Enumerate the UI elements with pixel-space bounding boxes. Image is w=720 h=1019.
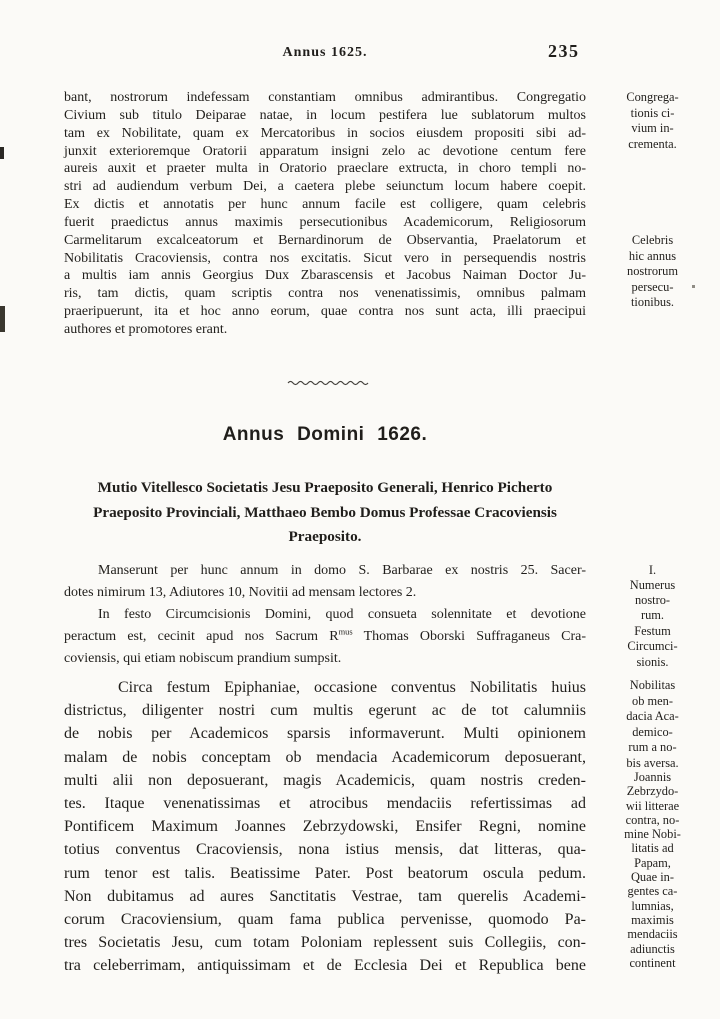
text-line: Nobilitatis Cracoviensis, contra nos excitatis. Sicut vero in persequendis nostris (64, 250, 586, 266)
text-line: a multis iam annis Georgius Dux Zbarascensis et Jacobus Naiman Doctor Ju- (64, 268, 586, 284)
text-line: aureis auxit et praeter multa in Oratorio praeclare extructa, in choro templi no- (64, 161, 586, 177)
text-line: Circumci- (627, 639, 678, 654)
text-line: vium in- (631, 121, 674, 136)
text-line: bis aversa. (626, 755, 679, 770)
text-line: tes. Itaque venenatissimas et atrocibus mendaciis refertissimas ad (64, 795, 586, 813)
text-line: stri ad audiendum verbum Dei, a caetera plebe seiunctum locum habere coepit. (64, 179, 586, 195)
text-line: Quae in- (630, 870, 674, 885)
text-line: Joannis (633, 770, 672, 784)
text-line: praeripuerunt, ita et hoc anno eorum, quae contra nos sunt acta, illi praecipui (64, 304, 586, 320)
text-line: multi alii non deposuerant, magis Academicis, quam nostris creden- (64, 771, 586, 789)
paragraph-1625-continuation (64, 89, 586, 339)
page-number: 235 (548, 41, 580, 61)
text-line: tionibus. (630, 295, 675, 310)
margin-note-zebrzydowski (589, 770, 716, 970)
text-line: contra, no- (625, 812, 680, 827)
text-line: peractum est, cecinit apud nos Sacrum $R^{mus}$ Thomas Oborski Suffraganeus Cra- (64, 627, 586, 644)
section-title-annus-1626: Annus Domini 1626. (222, 424, 428, 445)
text-line: Celebris (631, 233, 674, 247)
text-line: lumnias, (631, 898, 674, 913)
text-line: districtus, diligenter nostri cum multis egerunt ac de tot calumniis (64, 702, 586, 720)
text-line: Mutio Vitellesco Societatis Jesu Praeposito Generali, Henrico Picherto (97, 479, 553, 496)
text-line: Papam, (634, 855, 671, 870)
text-line: Pontificem Maximum Joannes Zebrzydowski, Ensifer Regni, nomine (64, 818, 586, 836)
squiggle-divider-icon (287, 379, 369, 387)
running-header: Annus 1625. (282, 45, 368, 60)
main-text-column (64, 0, 586, 1019)
text-line: tam ex Nobilitate, quam ex Mercatoribus in socios eiusdem propositi sibi ad- (64, 125, 586, 141)
text-line: Ex dictis et annotatis per hunc annum facile est colligere, quam celebris (64, 197, 586, 213)
text-line: Circa festum Epiphaniae, occasione conventus Nobilitatis huius (118, 679, 586, 696)
text-line: tionis ci- (630, 105, 675, 120)
text-line: Civium sub titulo Deiparae natae, in locum pestifera lue sublatorum multos (64, 107, 586, 123)
text-line: In festo Circumcisionis Domini, quod consueta solennitate et devotione (98, 607, 586, 622)
text-line: Non dubitamus ad aures Sanctitatis Vestrae, tam querelis Academi- (64, 887, 586, 905)
paragraph-numerus-nostrorum (64, 560, 586, 670)
text-line: persecu- (631, 279, 674, 294)
text-line: ris, tam dictis, quam scriptis contra nos venenatissimis, omnibus palmam (64, 286, 586, 302)
text-line: Carmelitarum excalceatorum et Bernardinorum de Observantia, Praelatorum et (64, 232, 586, 248)
scan-artifact (692, 285, 695, 288)
text-line: crementa. (628, 136, 677, 151)
text-line: I. (648, 563, 657, 577)
text-line: ob men- (632, 693, 673, 708)
text-line: hic annus (628, 248, 677, 263)
text-line: rum tenor est talis. Beatissime Pater. Post beatorum oscula pedum. (64, 864, 586, 882)
text-line: coviensis, qui etiam nobiscum prandium sumpsit. (64, 651, 342, 666)
text-line: wii litterae (625, 798, 680, 813)
scan-artifact (0, 306, 5, 332)
text-line: rum a no- (628, 740, 677, 755)
text-line: nostrorum (627, 264, 678, 279)
margin-note-festum (589, 624, 716, 670)
margin-note-nobilitas (589, 678, 716, 772)
text-line: dacia Aca- (626, 709, 679, 724)
text-line: mine Nobi- (624, 827, 681, 842)
text-line: authores et promotores erant. (64, 321, 228, 337)
text-line: rum. (640, 608, 665, 622)
text-line: adiunctis (630, 941, 675, 956)
text-line: Praeposito Provinciali, Matthaeo Bembo Domus Professae Cracoviensis (93, 503, 557, 521)
scan-artifact (0, 147, 4, 159)
text-line: dotes nimirum 13, Adiutores 10, Novitii ad mensam lectores 2. (64, 585, 417, 600)
text-line: junxit exterioremque Oratorii apparatum insigni zelo ac devotione centum fere (64, 143, 586, 159)
text-line: totius conventus Cracoviensis, nona istius mensis, dat litteras, qua- (64, 841, 586, 859)
dedication-heading (64, 476, 586, 550)
text-line: Zebrzydo- (626, 784, 679, 799)
text-line: malam de nobis conceptam ob mendacia Academicorum deposuerant, (64, 748, 586, 766)
text-line: continent (629, 955, 676, 970)
text-line: litatis ad (631, 841, 674, 856)
text-line: tres Societatis Jesu, cum totam Poloniam replessent suis Collegiis, con- (64, 934, 586, 952)
margin-note-congregationis (589, 90, 716, 152)
text-line: mendaciis (627, 927, 678, 942)
text-line: tra celeberrimam, antiquissimam et de Ecclesia Dei et Republica bene (64, 957, 586, 975)
margin-note-celebris (589, 233, 716, 311)
text-line: nostro- (634, 593, 671, 607)
text-line: maximis (631, 912, 674, 927)
margin-note-numerus (589, 563, 716, 623)
text-line: bant, nostrorum indefessam constantiam omnibus admirantibus. Congregatio (64, 90, 586, 105)
text-line: corum Cracoviensium, quam fama publica pervenisse, quomodo Pa- (64, 911, 586, 929)
text-line: Numerus (629, 578, 676, 592)
text-line: demico- (632, 724, 673, 739)
text-line: de nobis per Academicos sparsis informaverunt. Multi opinionem (64, 725, 586, 743)
text-line: Congrega- (626, 90, 679, 104)
text-line: Praeposito. (288, 528, 362, 545)
text-line: fuerit praedictus annus maximis persecutionibus Academicorum, Religiosorum (64, 214, 586, 230)
paragraph-epiphania (64, 676, 586, 978)
text-line: Manserunt per hunc annum in domo S. Barbarae ex nostris 25. Sacer- (98, 563, 586, 578)
text-line: Nobilitas (629, 678, 676, 692)
text-line: sionis. (636, 654, 669, 669)
text-line: gentes ca- (627, 884, 678, 899)
text-line: Festum (634, 624, 671, 638)
